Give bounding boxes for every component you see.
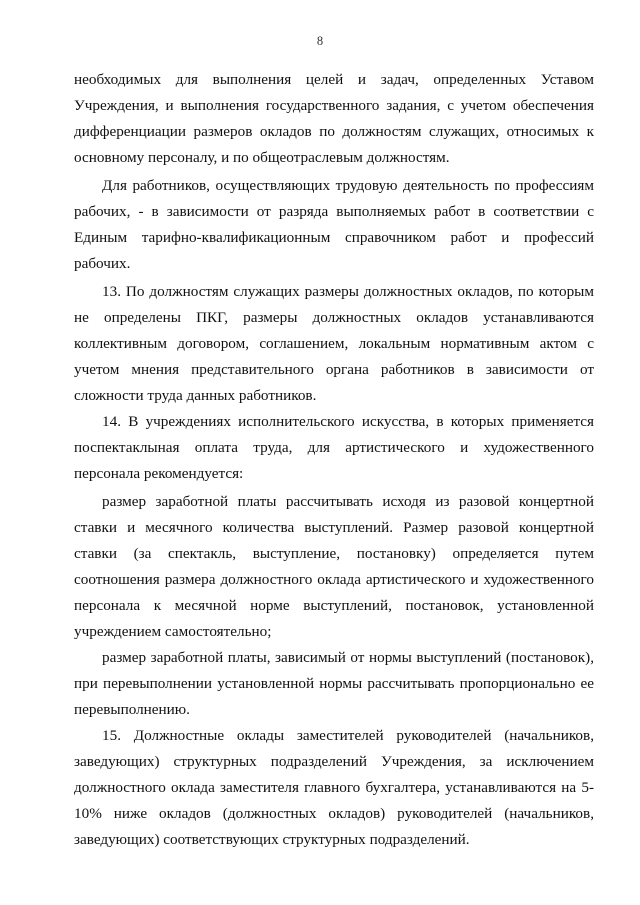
paragraph-14: 14. В учреждениях исполнительского искусства, в которых применяется поспектаклыная оплата труда, для артистического и художественного персонала рекомендуется:	[74, 413, 594, 482]
paragraph-continuation: необходимых для выполнения целей и задач, определенных Уставом Учреждения, и выполнения государственного задания, с учетом обеспечения дифференциации размеров окладов по должностям служащих, относимых к основному персоналу, и по общеотраслевым должностям.	[74, 71, 594, 166]
paragraph-13: 13. По должностям служащих размеры должностных окладов, по которым не определены ПКГ, размеры должностных окладов устанавливаются коллективным договором, соглашением, локальным нормативным актом с учетом мнения представительного органа работников в зависимости от сложности труда данных работников.	[74, 283, 594, 404]
document-body	[74, 67, 594, 853]
paragraph-14-overperformance: размер заработной платы, зависимый от нормы выступлений (постановок), при перевыполнении установленной нормы рассчитывать пропорционально ее перевыполнению.	[74, 649, 594, 718]
paragraph-15: 15. Должностные оклады заместителей руководителей (начальников, заведующих) структурных подразделений Учреждения, за исключением должностного оклада заместителя главного бухгалтера, устанавливаются на 5-10% ниже окладов (должностных окладов) руководителей (начальников, заведующих) соответствующих структурных подразделений.	[74, 727, 594, 848]
paragraph-14-rate: размер заработной платы рассчитывать исходя из разовой концертной ставки и месячного количества выступлений. Размер разовой концертной ставки (за спектакль, выступление, постановку) определяется путем соотношения размера должностного оклада артистического и художественного персонала к месячной норме выступлений, постановок, установленной учреждением самостоятельно;	[74, 493, 594, 640]
paragraph-workers: Для работников, осуществляющих трудовую деятельность по профессиям рабочих, - в зависимости от разряда выполняемых работ в соответствии с Единым тарифно-квалификационным справочником работ и профессий рабочих.	[74, 177, 594, 272]
page-number: 8	[316, 34, 324, 48]
